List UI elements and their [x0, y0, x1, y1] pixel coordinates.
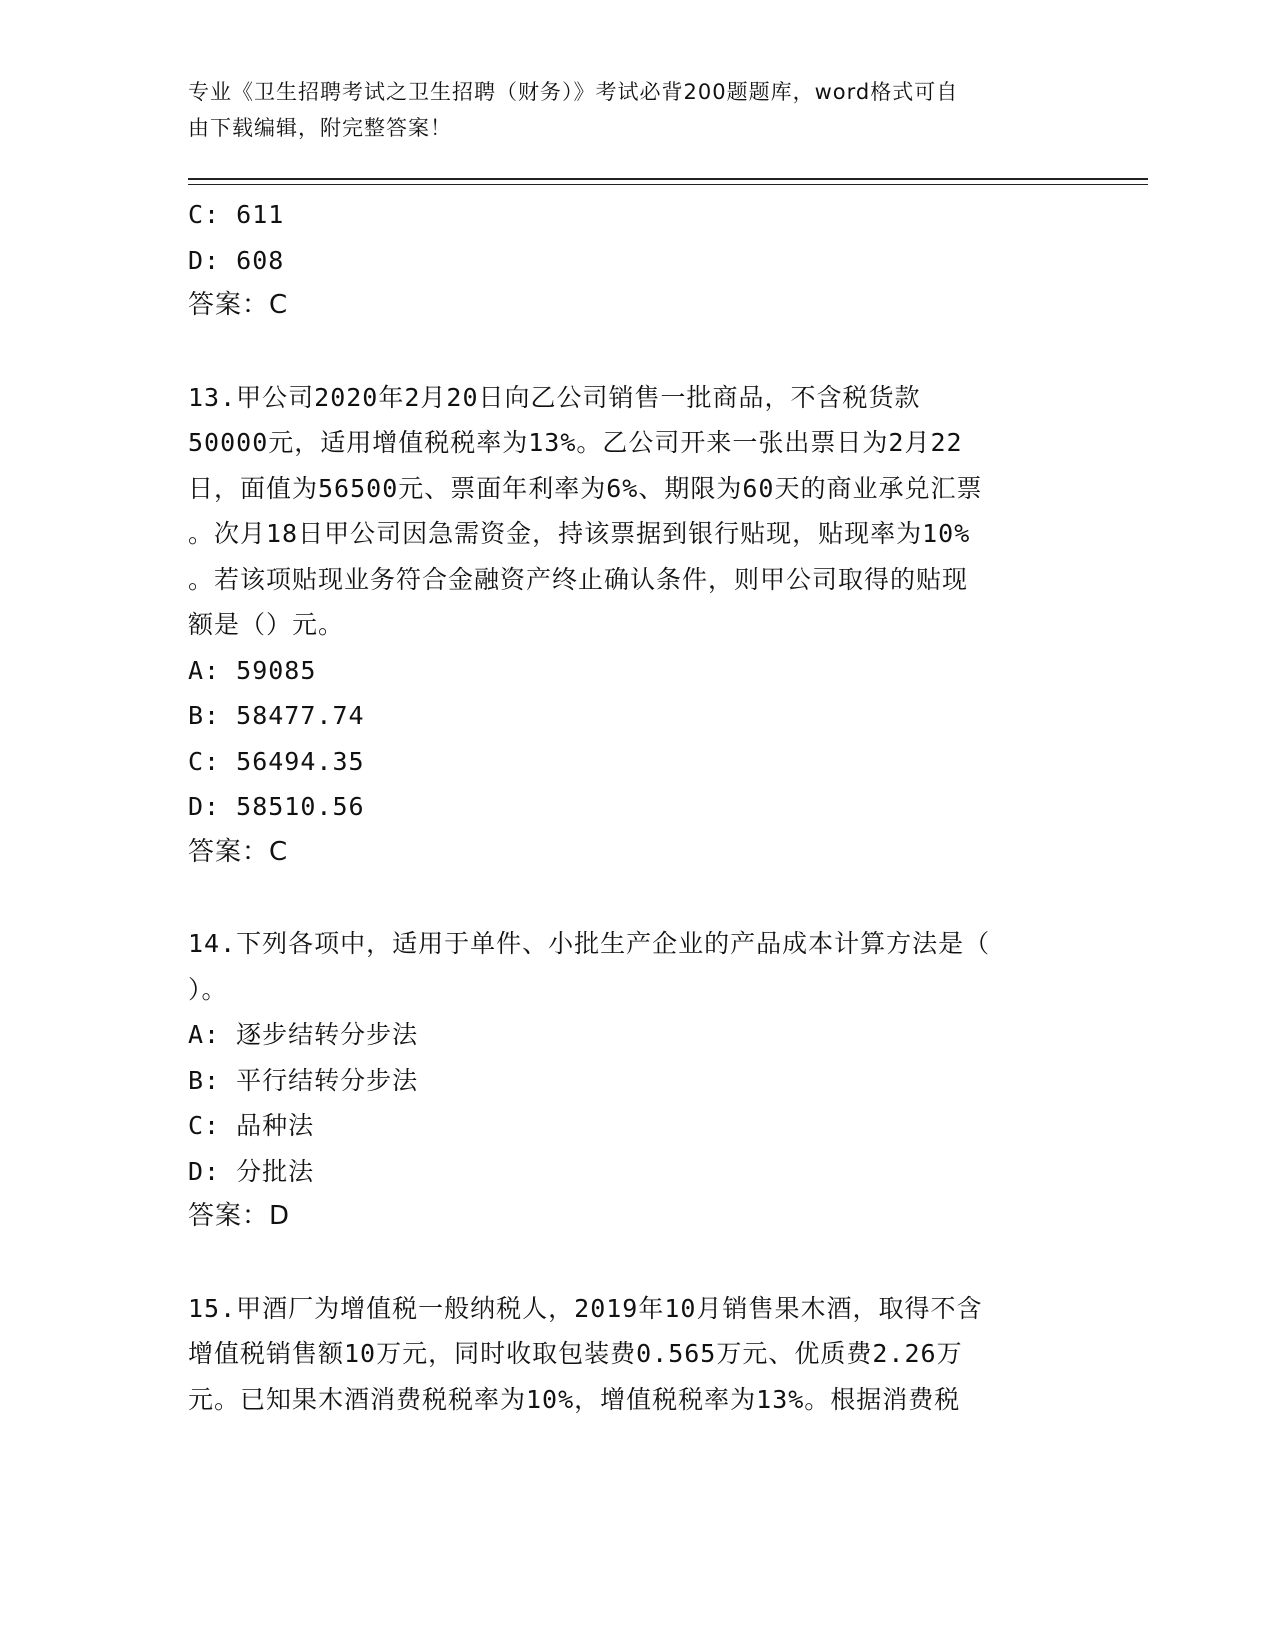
question-content — [188, 192, 1088, 1422]
spacer — [188, 329, 1088, 375]
question-text-line: ）。 — [188, 974, 228, 1004]
question-14 — [188, 921, 1088, 1240]
spacer — [188, 1240, 1088, 1286]
option-c: C: 品种法 — [188, 1111, 315, 1140]
question-text-line: 13.甲公司2020年2月20日向乙公司销售一批商品，不含税货款 — [188, 382, 921, 412]
question-13 — [188, 375, 1088, 876]
header-line-2: 由下载编辑，附完整答案！ — [188, 116, 452, 140]
question-text-line: 。若该项贴现业务符合金融资产终止确认条件，则甲公司取得的贴现 — [188, 564, 969, 594]
question-text-line: 元。已知果木酒消费税税率为10%，增值税税率为13%。根据消费税 — [188, 1384, 961, 1414]
question-text-line: 50000元，适用增值税税率为13%。乙公司开来一张出票日为2月22 — [188, 428, 963, 457]
header-divider-thick — [188, 178, 1148, 180]
answer-line: 答案：C — [188, 290, 289, 320]
question-15 — [188, 1286, 1088, 1423]
option-c: C: 56494.35 — [188, 746, 365, 776]
option-a: A: 59085 — [188, 655, 317, 685]
option-d: D: 608 — [188, 245, 285, 275]
question-12-tail — [188, 192, 1088, 329]
option-a: A: 逐步结转分步法 — [188, 1020, 419, 1049]
question-text-line: 日，面值为56500元、票面年利率为6%、期限为60天的商业承兑汇票 — [188, 473, 983, 503]
question-text-line: 增值税销售额10万元，同时收取包装费0.565万元、优质费2.26万 — [188, 1339, 963, 1368]
answer-line: 答案：D — [188, 1201, 291, 1231]
document-header — [188, 74, 1068, 146]
question-text-line: 。次月18日甲公司因急需资金，持该票据到银行贴现，贴现率为10% — [188, 519, 971, 548]
header-line-1: 专业《卫生招聘考试之卫生招聘（财务）》考试必背200题题库，word格式可自 — [188, 80, 959, 104]
header-divider-thin — [188, 184, 1148, 185]
option-d: D: 58510.56 — [188, 792, 365, 821]
answer-line: 答案：C — [188, 836, 289, 867]
question-text-line: 额是（）元。 — [188, 610, 345, 639]
option-c: C: 611 — [188, 200, 285, 229]
option-b: B: 58477.74 — [188, 701, 365, 730]
option-b: B: 平行结转分步法 — [188, 1065, 419, 1095]
question-text-line: 15.甲酒厂为增值税一般纳税人，2019年10月销售果木酒，取得不含 — [188, 1293, 983, 1323]
option-d: D: 分批法 — [188, 1156, 315, 1186]
question-text-line: 14.下列各项中，适用于单件、小批生产企业的产品成本计算方法是（ — [188, 929, 991, 958]
spacer — [188, 875, 1088, 921]
